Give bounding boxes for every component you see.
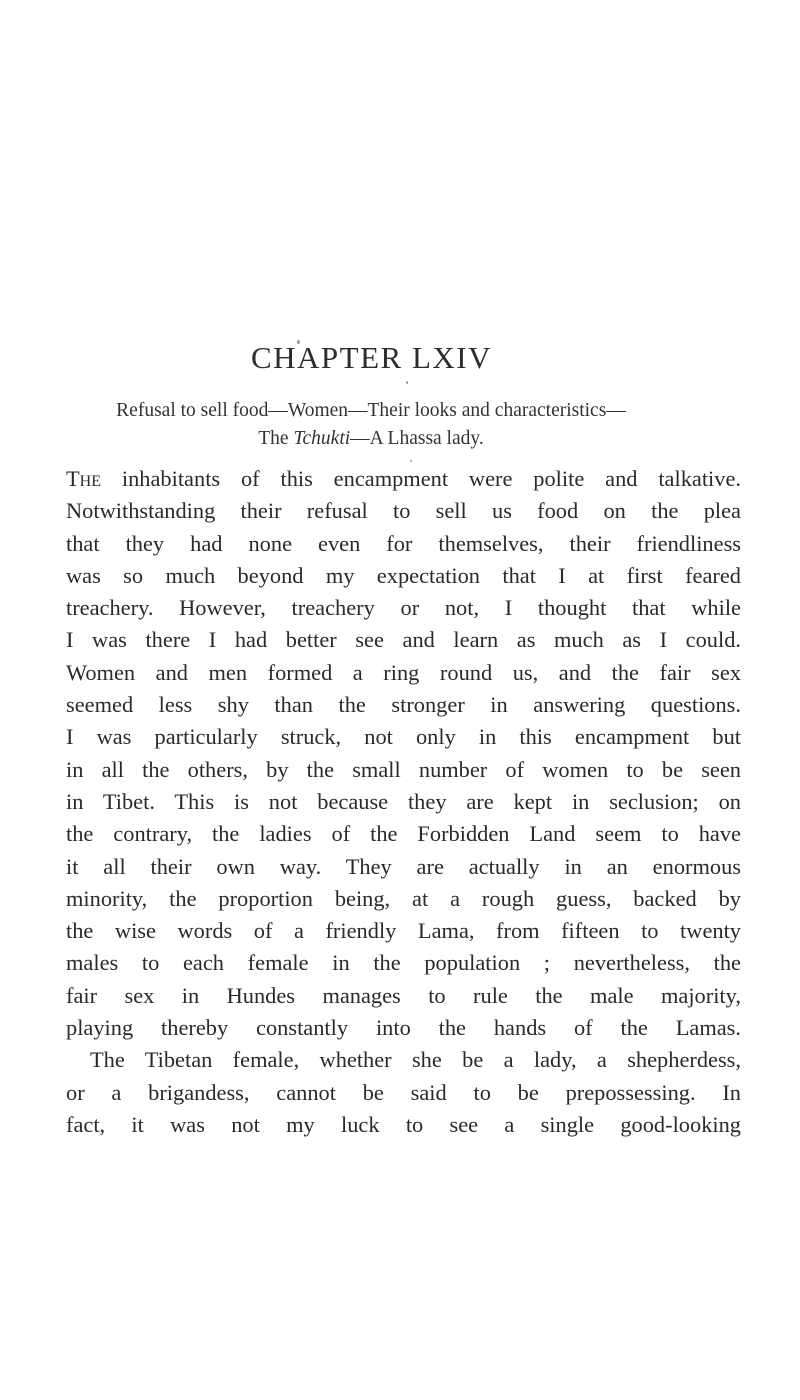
synopsis-italic-term: Tchukti — [293, 428, 351, 449]
text-line: was so much beyond my expectation that I at first feared — [66, 562, 741, 588]
synopsis-suffix: —A Lhassa lady. — [350, 428, 484, 449]
synopsis-prefix: The — [258, 428, 294, 449]
text-line: The Tibetan female, whether she be a lady, a shepherdess, — [90, 1047, 741, 1073]
text-line: the wise words of a friendly Lama, from fifteen to twenty — [66, 918, 741, 944]
text-line: The inhabitants of this encampment were polite and talkative. — [66, 466, 741, 491]
text-line: fair sex in Hundes manages to rule the male majority, — [66, 982, 741, 1008]
opening-word: The — [66, 466, 102, 491]
text-line: playing thereby constantly into the hands of the Lamas. — [66, 1015, 741, 1041]
chapter-synopsis — [66, 397, 676, 453]
body-paragraphs — [66, 463, 741, 1141]
chapter-title: CHAPTER LXIV — [250, 340, 493, 375]
text-line: Notwithstanding their refusal to sell us food on the plea — [66, 498, 741, 524]
text-line: in all the others, by the small number of women to be seen — [66, 756, 741, 782]
text-line: that they had none even for themselves, their friendliness — [66, 530, 741, 556]
text-line: minority, the proportion being, at a rough guess, backed by — [66, 885, 741, 911]
text-line: in Tibet. This is not because they are kept in seclusion; on — [66, 788, 741, 814]
ink-speck — [406, 381, 408, 384]
text-line: I was particularly struck, not only in this encampment but — [66, 724, 741, 750]
synopsis-line-2 — [66, 425, 676, 453]
text-line: Women and men formed a ring round us, and the fair sex — [66, 659, 741, 685]
synopsis-line-1: Refusal to sell food—Women—Their looks and characteristics— — [116, 400, 626, 421]
text-line: or a brigandess, cannot be said to be prepossessing. In — [66, 1079, 741, 1105]
text-line: males to each female in the population ; nevertheless, the — [66, 950, 741, 976]
text-line: I was there I had better see and learn as much as I could. — [66, 627, 741, 653]
text-line: it all their own way. They are actually in an enormous — [66, 853, 741, 879]
text-line: the contrary, the ladies of the Forbidden Land seem to have — [66, 821, 741, 847]
text-line: treachery. However, treachery or not, I thought that while — [66, 595, 741, 621]
text-line: seemed less shy than the stronger in answering questions. — [66, 692, 741, 718]
ink-speck — [410, 460, 412, 462]
text-line: fact, it was not my luck to see a single good-looking — [66, 1111, 741, 1137]
